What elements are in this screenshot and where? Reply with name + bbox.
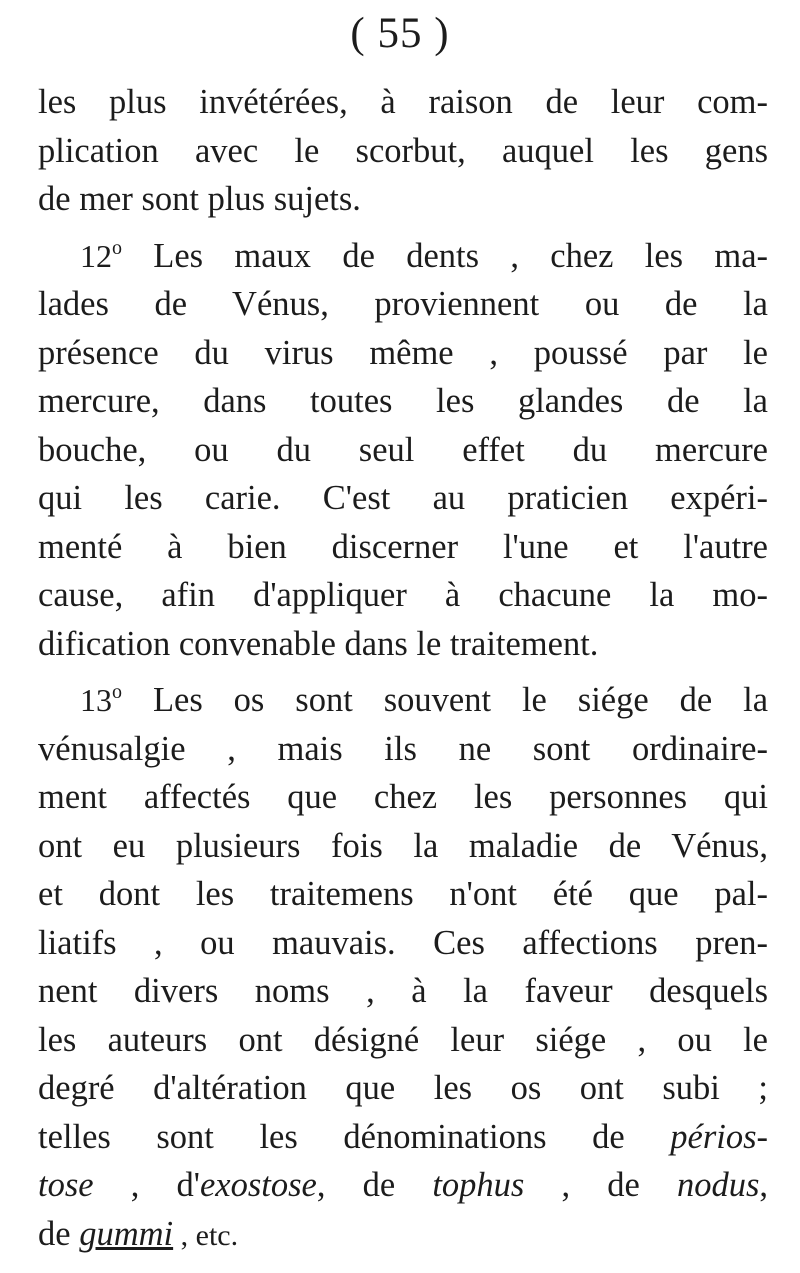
text-line: Les os sont souvent le siége de la: [152, 681, 769, 719]
degree-sign: o: [112, 236, 122, 259]
separator-text: de: [38, 1214, 80, 1253]
term-periostose: périos-: [670, 1117, 768, 1156]
text-line: vénusalgie , mais ils ne sont ordinaire-: [38, 729, 768, 768]
text-line: mercure, dans toutes les glandes de la: [38, 382, 768, 420]
term-tophus: tophus: [432, 1166, 525, 1204]
text-line: plication avec le scorbut, auquel les gens: [38, 131, 768, 170]
term-gummi: gummi: [79, 1214, 174, 1253]
final-line: [38, 1210, 768, 1261]
text-line-with-term: [38, 1113, 768, 1162]
text-line: Les maux de dents , chez les ma-: [153, 236, 768, 275]
paragraph-13-first-line: [38, 668, 768, 725]
degree-sign: o: [112, 681, 122, 703]
text-line: qui les carie. C'est au praticien expéri-: [38, 479, 768, 517]
text-line: dification convenable dans le traitement.: [38, 624, 599, 663]
text-line: lades de Vénus, proviennent ou de la: [38, 285, 768, 323]
text-line: liatifs , ou mauvais. Ces affections pren-: [38, 923, 768, 962]
closing-text: , etc.: [173, 1218, 239, 1252]
term-periostose-end: tose: [38, 1166, 94, 1204]
separator-text: , de: [524, 1166, 677, 1204]
text-line: ment affectés que chez les personnes qui: [38, 778, 768, 816]
paragraph-number: 13: [80, 682, 112, 718]
text-line: nent divers noms , à la faveur desquels: [38, 972, 768, 1010]
separator-text: , d': [93, 1166, 200, 1204]
page-number: ( 55 ): [350, 10, 450, 57]
text-line: et dont les traitemens n'ont été que pal-: [38, 875, 768, 913]
term-nodus: nodus: [676, 1166, 760, 1204]
text-line: telles sont les dénominations de: [38, 1117, 625, 1156]
text-line: menté à bien discerner l'une et l'autre: [38, 527, 768, 566]
paragraph-12-first-line: [38, 224, 768, 281]
term-exostose: exostose: [199, 1166, 317, 1204]
text-line: présence du virus même , poussé par le: [38, 333, 768, 372]
text-line: les plus invétérées, à raison de leur com-: [38, 83, 768, 121]
text-line-with-terms: [38, 1161, 768, 1210]
text-line: degré d'altération que les os ont subi ;: [38, 1069, 768, 1107]
body-text: [38, 78, 768, 1260]
text-line: cause, afin d'appliquer à chacune la mo-: [38, 576, 768, 614]
separator-text: ,: [759, 1166, 768, 1204]
text-line: bouche, ou du seul effet du mercure: [38, 430, 768, 469]
text-line: ont eu plusieurs fois la maladie de Vénus,: [38, 826, 768, 865]
text-line: les auteurs ont désigné leur siége , ou le: [38, 1020, 768, 1059]
text-line: de mer sont plus sujets.: [38, 180, 361, 218]
separator-text: , de: [316, 1166, 433, 1204]
paragraph-number: 12: [80, 237, 112, 274]
